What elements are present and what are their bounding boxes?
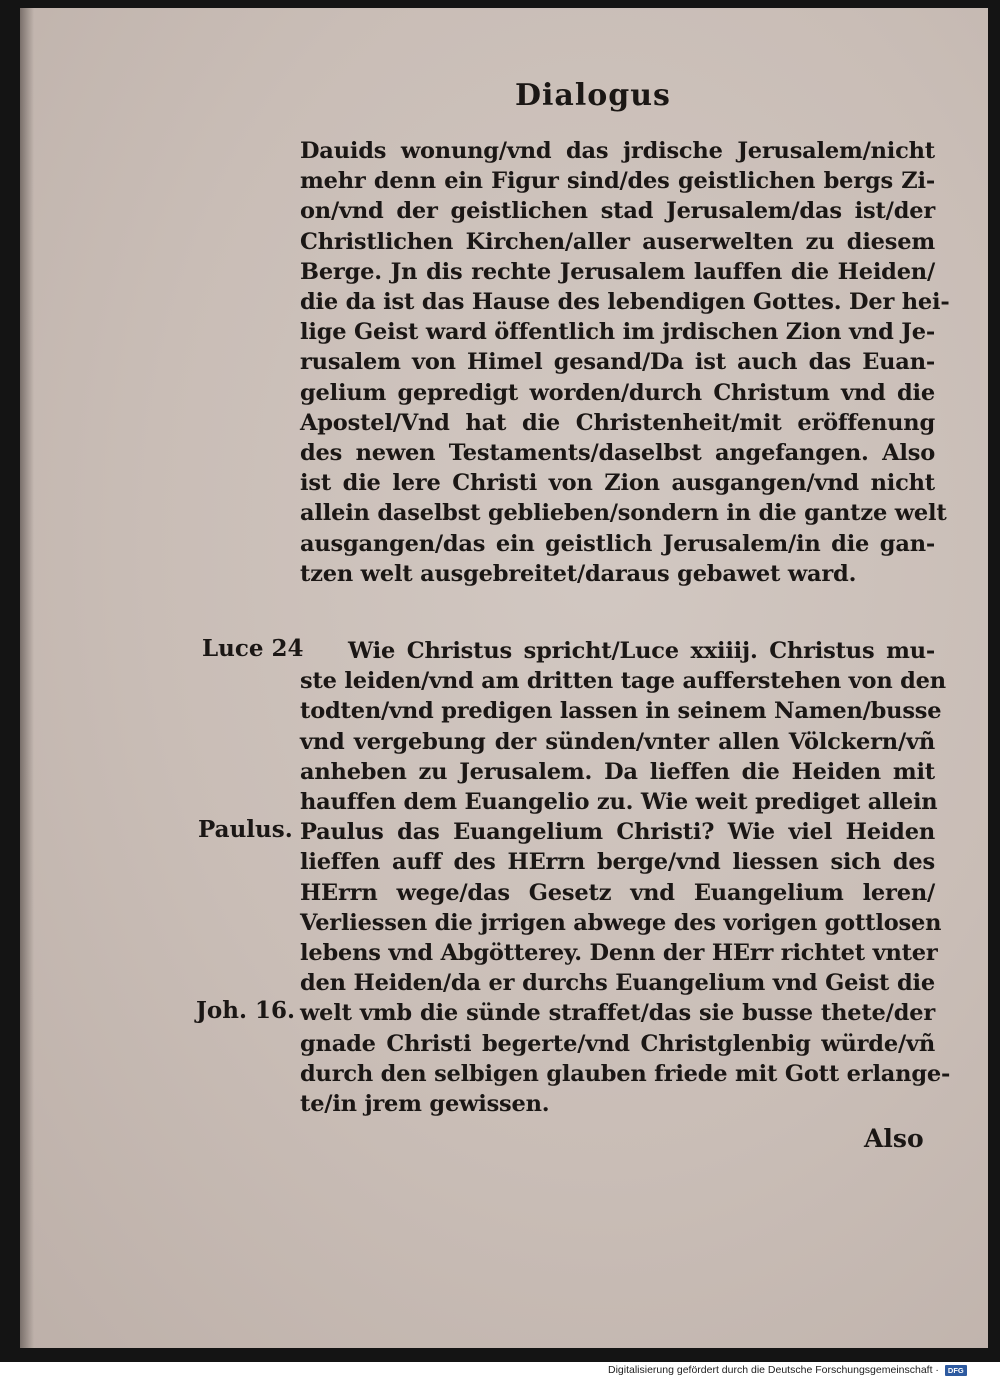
text-line: Verliessen die jrrigen abwege des vorigen gottlosen xyxy=(300,909,942,936)
text-line: todten/vnd predigen lassen in seinem Namen/busse xyxy=(300,698,942,725)
text-line: welt vmb die sünde straffet/das sie busse thete/der xyxy=(300,1000,935,1027)
text-line: den Heiden/da er durchs Euangelium vnd Geist die xyxy=(300,970,935,997)
footer-credit xyxy=(608,1362,967,1379)
text-line: on/vnd der geistlichen stad Jerusalem/das ist/der xyxy=(300,198,935,225)
text-line: allein daselbst geblieben/sondern in die gantze welt xyxy=(300,500,947,527)
text-line: Christlichen Kirchen/aller auserwelten zu diesem xyxy=(300,228,935,255)
paragraph-2 xyxy=(300,636,951,1119)
text-line: te/in jrem gewissen. xyxy=(300,1091,550,1118)
paragraph-1 xyxy=(300,136,950,589)
text-line: tzen welt ausgebreitet/daraus gebawet ward. xyxy=(300,560,857,587)
text-line: anheben zu Jerusalem. Da lieffen die Heiden mit xyxy=(300,758,935,785)
text-line: lige Geist ward öffentlich im jrdischen Zion vnd Je- xyxy=(300,319,935,346)
page-gutter-shadow xyxy=(20,8,34,1348)
running-head: Dialogus xyxy=(515,78,671,113)
text-line: mehr denn ein Figur sind/des geistlichen bergs Zi- xyxy=(300,168,935,195)
dfg-logo[interactable]: DFG xyxy=(945,1365,967,1376)
text-line: Paulus das Euangelium Christi? Wie viel Heiden xyxy=(300,819,935,846)
text-line: lebens vnd Abgötterey. Denn der HErr richtet vnter xyxy=(300,940,938,967)
text-line: die da ist das Hause des lebendigen Gottes. Der hei- xyxy=(300,289,950,316)
text-line: Berge. Jn dis rechte Jerusalem lauffen die Heiden/ xyxy=(300,258,935,285)
text-line: HErrn wege/das Gesetz vnd Euangelium leren/ xyxy=(300,879,935,906)
text-line: ausgangen/das ein geistlich Jerusalem/in die gan- xyxy=(300,530,935,557)
margin-note-joh: Joh. 16. xyxy=(196,997,295,1024)
text-line: hauffen dem Euangelio zu. Wie weit prediget allein xyxy=(300,789,938,816)
catchword: Also xyxy=(864,1124,924,1153)
text-line: durch den selbigen glauben friede mit Gott erlange- xyxy=(300,1060,951,1087)
margin-note-paulus: Paulus. xyxy=(198,816,293,843)
text-line: Wie Christus spricht/Luce xxiiij. Christus mu- xyxy=(348,638,935,664)
footer-text: Digitalisierung gefördert durch die Deutsche Forschungsgemeinschaft · xyxy=(608,1364,939,1376)
text-line: lieffen auff des HErrn berge/vnd liessen sich des xyxy=(300,849,935,876)
text-line: rusalem von Himel gesand/Da ist auch das Euan- xyxy=(300,349,935,376)
margin-note-luce: Luce 24 xyxy=(202,635,304,662)
text-line: vnd vergebung der sünden/vnter allen Völckern/vñ xyxy=(300,728,935,755)
text-line: gelium gepredigt worden/durch Christum vnd die xyxy=(300,379,935,406)
text-line: ste leiden/vnd am dritten tage aufferstehen von den xyxy=(300,668,946,695)
text-line: ist die lere Christi von Zion ausgangen/vnd nicht xyxy=(300,470,935,497)
text-line: gnade Christi begerte/vnd Christglenbig würde/vñ xyxy=(300,1030,935,1057)
text-line: Dauids wonung/vnd das jrdische Jerusalem/nicht xyxy=(300,138,935,164)
text-line: des newen Testaments/daselbst angefangen. Also xyxy=(300,440,935,467)
text-line: Apostel/Vnd hat die Christenheit/mit eröffenung xyxy=(300,409,935,436)
